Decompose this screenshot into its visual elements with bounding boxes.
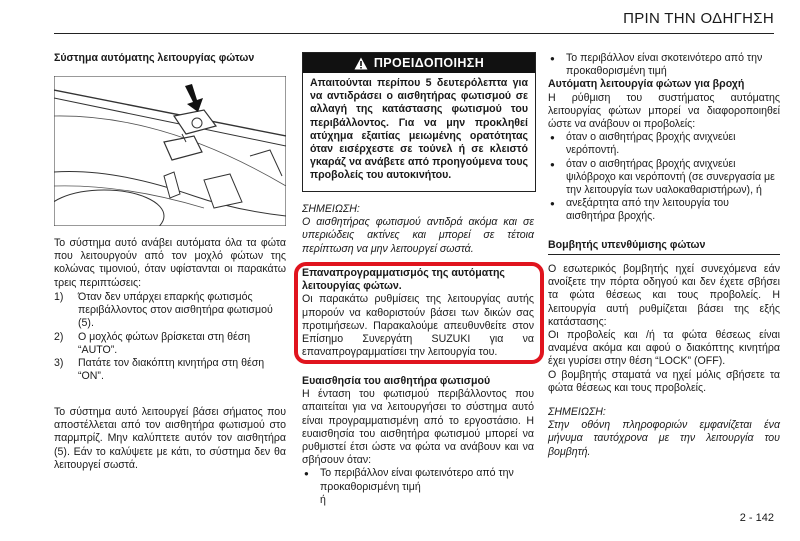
sensitivity-text: Η ένταση του φωτισμού περιβάλλοντος που απαιτείται για να λειτουργήσει το σύστημα αυτό είναι προγραμματισμένη από το εργοστάσιο. Η ευαισθησία του αισθητήρα φωτισμού μπορεί να ρυθμιστεί έτσι ώστε να φώτα να ανάβουν και να σβήσουν όταν: xyxy=(302,388,534,467)
rain-heading: Αυτόματη λειτουργία φώτων για βροχή xyxy=(548,78,745,91)
rain-bullet: ● όταν ο αισθητήρας βροχής ανιχνεύει ψιλόβροχο και νερόποντή (σε συνεργασία με την λειτουργία των υαλοκαθαριστήρων), ή xyxy=(548,158,780,198)
sensitivity-section xyxy=(302,375,534,507)
or-text: ή xyxy=(320,493,326,506)
condition-step: 2) Ο μοχλός φώτων βρίσκεται στη θέση “AUTO”. xyxy=(54,330,251,356)
sensitivity-heading: Ευαισθησία του αισθητήρα φωτισμού xyxy=(302,375,491,387)
warning-text: Απαιτούνται περίπου 5 δευτερόλεπτα για να αντιδράσει ο αισθητήρας φωτισμού σε αλλαγή της κατάστασης φωτισμού του περιβάλλοντος. Για να μην προκληθεί ατύχημα εξαιτίας μειωμένης ορατότητας όταν εισέρχεστε σε τούνελ ή σε κλειστό γκαράζ να ανάβετε από προηγούμενα τους προβολείς του αυτοκινήτου. xyxy=(310,77,528,182)
sensor-paragraph: Το σύστημα αυτό λειτουργεί βάσει σήματος που αποστέλλεται από τον αισθητήρα φωτισμού στο παρμπρίζ. Μην καλύπτετε αυτόν τον αισθητήρα (5). Εάν το καλύψετε με κάτι, το σύστημα δεν θα λειτουργεί σωστά. xyxy=(54,406,286,471)
reprogramming-text: Οι παρακάτω ρυθμίσεις της λειτουργίας αυτής μπορούν να καθοριστούν βάσει των δικών σας προτιμήσεων. Παρακαλούμε απευθυνθείτε στον Επίσημο Συνεργάτη SUZUKI για να επαναπρογραμματίσει την λειτουργία του. xyxy=(302,293,534,359)
sensor-diagram xyxy=(54,76,286,226)
header-rule xyxy=(54,33,774,34)
note-text-2: Στην οθόνη πληροφοριών εμφανίζεται ένα μήνυμα ταυτόχρονα με την λειτουργία του βομβητή. xyxy=(548,419,780,458)
buzzer-heading-wrap xyxy=(548,239,780,255)
warning-triangle-icon xyxy=(354,57,368,70)
buzzer-text: Ο εσωτερικός βομβητής ηχεί συνεχόμενα εάν ανοίξετε την πόρτα οδηγού και δεν έχετε σβήσει τα φώτα θέσεως και τους προβολείς. Η λειτουργία αυτή ρυθμίζεται βάσει της εξής κατάστασης: xyxy=(548,263,780,328)
rain-bullet: ● ανεξάρτητα από την λειτουργία του αισθητήρα βροχής. xyxy=(548,197,780,223)
darker-bullet: ● Το περιβάλλον είναι σκοτεινότερο από την προκαθορισμένη τιμή xyxy=(548,52,780,78)
condition-step: 1) Όταν δεν υπάρχει επαρκής φωτισμός περιβάλλοντος στον αισθητήρα φωτισμού (5). xyxy=(54,291,273,330)
condition-step: 3) Πατάτε τον διακόπτη κινητήρα στη θέση “ON”. xyxy=(54,357,265,383)
sensitivity-bullet: ● Το περιβάλλον είναι φωτεινότερο από την προκαθορισμένη τιμή xyxy=(302,467,534,493)
reprogramming-heading: Επαναπρογραμματισμός της αυτόματης λειτουργίας φώτων. xyxy=(302,267,505,293)
page-number: 2 - 142 xyxy=(739,512,774,524)
rain-bullet: ● όταν ο αισθητήρας βροχής ανιχνεύει νερόποντή. xyxy=(548,131,780,157)
note-label: ΣΗΜΕΙΩΣΗ: xyxy=(302,203,360,215)
warning-box xyxy=(302,52,536,192)
auto-lights-intro: Το σύστημα αυτό ανάβει αυτόματα όλα τα φώτα που λειτουργούν από τον μοχλό φώτων της κολώνας τιμονιού, όταν υφίστανται οι παρακάτω τρεις περιπτώσεις: xyxy=(54,237,286,289)
col3-content xyxy=(548,52,780,224)
buzzer-stop: Ο βομβητής σταματά να ηχεί μόλις σβήσετε τα φώτα θέσεως και τους προβολείς. xyxy=(548,368,780,394)
windshield-sensor-illustration xyxy=(54,76,286,226)
condition-steps xyxy=(54,291,286,383)
page-section-title: ΠΡΙΝ ΤΗΝ ΟΔΗΓΗΣΗ xyxy=(623,10,774,27)
note-1 xyxy=(302,203,534,256)
warning-header: ΠΡΟΕΙΔΟΠΟΙΗΣΗ xyxy=(303,53,535,73)
buzzer-heading: Βομβητής υπενθύμισης φώτων xyxy=(548,239,780,255)
buzzer-section xyxy=(548,263,780,459)
auto-lights-heading: Σύστημα αυτόματης λειτουργίας φώτων xyxy=(54,52,255,64)
note-text: Ο αισθητήρας φωτισμού αντιδρά ακόμα και σε υπεριώδεις ακτίνες και μπορεί σε τέτοια περίπτωση να μην λειτουργεί σωστά. xyxy=(302,216,534,255)
buzzer-condition: Οι προβολείς και /ή τα φώτα θέσεως είναι αναμένα ακόμα και αφού ο διακόπτης κινητήρα έχει γυρίσει στην θέση “LOCK” (OFF). xyxy=(548,329,780,368)
note-label-2: ΣΗΜΕΙΩΣΗ: xyxy=(548,406,606,419)
rain-text: Η ρύθμιση του συστήματος αυτόματης λειτουργίας φώτων μπορεί να διαφοροποιηθεί ώστε να ανάβουν οι προβολείς: xyxy=(548,91,780,131)
reprogramming-section xyxy=(302,267,534,359)
